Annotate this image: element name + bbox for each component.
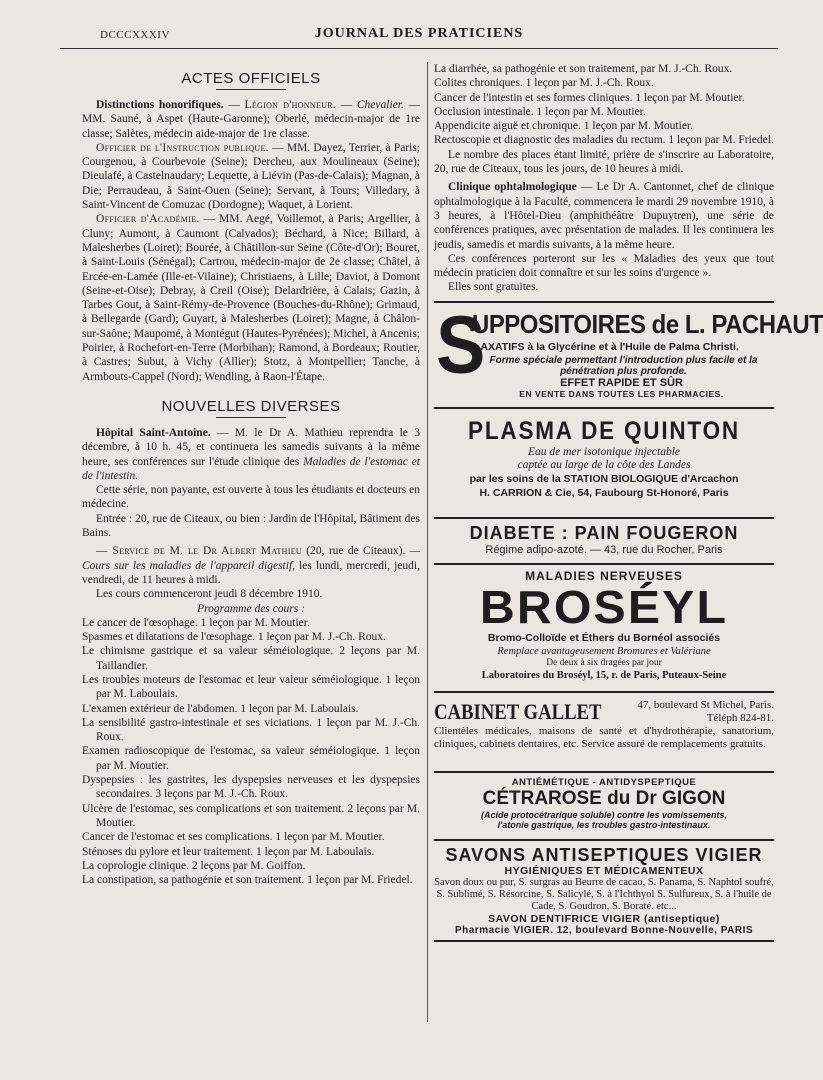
programme-list-continued bbox=[434, 62, 774, 148]
programme-item: Examen radioscopique de l'estomac, sa valeur séméiologique. 1 leçon par M. Moutier. bbox=[82, 745, 420, 772]
ad-broseyl bbox=[434, 563, 774, 691]
ad-plasma-line3: par les soins de la STATION BIOLOGIQUE d'Arcachon bbox=[469, 472, 739, 485]
title-rule bbox=[216, 89, 286, 90]
ad-gallet-content bbox=[434, 697, 774, 767]
programme-item: Rectoscopie et diagnostic des maladies du rectum. 1 leçon par M. Friedel. bbox=[434, 134, 774, 147]
ad-broseyl-title: BROSÉYL bbox=[479, 580, 729, 633]
serie-paragraph: Cette série, non payante, est ouverte à tous les étudiants et docteurs en médecine. bbox=[82, 484, 420, 511]
ad-plasma-line2: captée au large de la côte des Landes bbox=[517, 458, 691, 471]
ad-gallet-address-line1: 47, boulevard St Michel, Paris. bbox=[637, 698, 774, 711]
ad-diabete-sub: Régime adipo-azoté. — 43, rue du Rocher, Paris bbox=[485, 543, 723, 556]
programme-item: La sensibilité gastro-intestinale et ses viciations. 1 leçon par M. J.-Ch. Roux. bbox=[82, 716, 420, 744]
page-header bbox=[60, 24, 778, 49]
title-rule bbox=[216, 417, 286, 418]
programme-list bbox=[82, 616, 420, 888]
ad-supp-forme: Forme spéciale permettant l'introduction plus facile et la pénétration plus profonde. bbox=[489, 354, 758, 377]
programme-item: Appendicite aiguë et chronique. 1 leçon par M. Moutier. bbox=[434, 120, 693, 133]
programme-item: Dyspepsies : les gastrites, les dyspepsies nerveuses et les dyspepsies secondaires. 3 leçons par M. J.-Ch. Roux. bbox=[82, 774, 420, 801]
clinique-lead: Clinique ophtalmologique bbox=[448, 181, 577, 194]
programme-item: Le cancer de l'œsophage. 1 leçon par M. Moutier. bbox=[82, 616, 310, 629]
instruction-lead: Officier de l'Instruction publique. bbox=[96, 141, 269, 154]
distinctions-text: — MM. Sauné, à Aspet (Haute-Garonne); Oberlé, médecin-major de 1re classe; Salètes, médecin aide-major de 1re classe. bbox=[82, 99, 421, 140]
academie-paragraph bbox=[82, 212, 420, 384]
instruction-text: — MM. Dayez, Terrier, à Paris; Courgenou, à Courbevoie (Seine); Dercheu, aux Moulineaux (Seine); Dieulafé, à Castelnaudary; Lequette, à Liévin (Pas-de-Calais); Magnan, à Die; Perraudeau, à Saint-Ouen (Seine); Servant, à Tours; Villedary, à Saint-Vincent de Comuzac (Dordogne); Waquet, à Lorient. bbox=[82, 141, 420, 212]
clinique-paragraph bbox=[434, 180, 774, 251]
ad-savons-sub: HYGIÉNIQUES ET MÉDICAMENTEUX bbox=[504, 864, 704, 877]
ad-broseyl-line2: Remplace avantageusement Bromures et Valériane bbox=[497, 645, 711, 657]
ad-plasma-line1: Eau de mer isotonique injectable bbox=[527, 445, 681, 458]
ad-savons-body: Savon doux ou pur, S. surgras au Beurre de cacao, S. Panama, S. Naphtol soufré, S. Sublimé, S. Résorcine, S. Salicylé, S. à l'Ichthyol S. Sulfureux, S. à l'huile de Cade, S. Goudron, S. Boraté. etc... bbox=[434, 876, 774, 912]
conferences-paragraph: Ces conférences porteront sur les « Maladies des yeux que tout médecin praticien doit connaître et sur les soins d'urgence ». bbox=[434, 252, 774, 280]
ad-cetrarose-title: CÉTRAROSE du Dr GIGON bbox=[482, 787, 726, 809]
programme-item: Cancer de l'estomac et ses complications. 1 leçon par M. Moutier. bbox=[82, 831, 385, 844]
ad-supp-big-letter: S bbox=[436, 298, 486, 390]
hopital-text: — M. le Dr A. Mathieu reprendra le 3 décembre, à 10 h. 45, et continuera les samedis suivants à la même heure, ses conférences sur l'étude clinique des bbox=[82, 426, 421, 468]
ad-gallet-title: CABINET GALLET bbox=[434, 698, 602, 724]
programme-item: La constipation, sa pathogénie et son traitement. 1 leçon par M. Friedel. bbox=[82, 874, 413, 887]
gratuites-paragraph: Elles sont gratuites. bbox=[448, 281, 539, 294]
journal-title: JOURNAL DES PRATICIENS bbox=[314, 26, 524, 41]
distinctions-paragraph: Distinctions honorifiques. — Légion d'honneur. — Chevalier. — MM. Sauné, à Aspet (Haute-Garonne); Oberlé, médecin-major de 1re classe; Salètes, médecin aide-major de 1re classe. bbox=[82, 99, 421, 140]
ad-gallet-phone: Téléph 824-81. bbox=[706, 711, 774, 724]
cours-paragraph: Les cours commenceront jeudi 8 décembre 1910. bbox=[96, 588, 323, 601]
ad-savons-dentifrice: SAVON DENTIFRICE VIGIER (antiseptique) bbox=[488, 912, 720, 925]
ad-cetrarose-sub1: (Acide protocétrarique soluble) contre les vomissements, bbox=[480, 809, 728, 820]
ad-savons-pharmacie: Pharmacie VIGIER. 12, boulevard Bonne-Nouvelle, PARIS bbox=[454, 924, 754, 936]
ad-supp-title: UPPOSITOIRES de L. PACHAUT bbox=[472, 308, 823, 339]
programme-item: Colites chroniques. 1 leçon par M. J.-Ch. Roux. bbox=[434, 77, 654, 90]
places-paragraph: Le nombre des places étant limité, prière de s'inscrire au Laboratoire, 20, rue de Citeaux, tous les jours, de 10 heures à midi. bbox=[434, 148, 774, 176]
ad-broseyl-top: MALADIES NERVEUSES bbox=[525, 568, 683, 583]
ad-cetrarose bbox=[434, 771, 774, 839]
ad-diabete bbox=[434, 517, 774, 563]
chevalier-label: Chevalier. bbox=[356, 99, 404, 111]
entree-paragraph: Entrée : 20, rue de Citeaux, ou bien : Jardin de l'Hôpital, Bâtiment des Bains. bbox=[82, 512, 420, 540]
programme-item: Occlusion intestinale. 1 leçon par M. Moutier. bbox=[434, 105, 646, 118]
programme-item: Le chimisme gastrique et sa valeur séméiologique. 2 leçons par M. Taillandier. bbox=[82, 645, 420, 672]
programme-item: Sténoses du pylore et leur traitement. 1 leçon par M. Laboulais. bbox=[82, 845, 375, 858]
ad-plasma-line4: H. CARRION & Cie, 54, Faubourg St-Honoré, Paris bbox=[479, 486, 729, 499]
service-text: les lundi, mercredi, jeudi, vendredi, de 11 heures à midi. bbox=[82, 559, 420, 586]
hopital-lead: Hôpital Saint-Antoine. bbox=[96, 426, 211, 439]
ad-cetrarose-sub2: l'atonie gastrique, les troubles gastro-intestinaux. bbox=[497, 819, 711, 830]
ad-cetrarose-top: ANTIÉMÉTIQUE - ANTIDYSPEPTIQUE bbox=[511, 776, 697, 788]
programme-item: Les troubles moteurs de l'estomac et leur valeur séméiologique. 1 leçon par M. Laboulais. bbox=[82, 673, 420, 701]
ad-broseyl-line3: De deux à six dragées par jour bbox=[546, 657, 662, 668]
ad-savons bbox=[434, 839, 774, 942]
ad-broseyl-line4: Laboratoires du Broséyl, 15, r. de Paris, Puteaux-Seine bbox=[481, 669, 727, 681]
ad-savons-title: SAVONS ANTISEPTIQUES VIGIER bbox=[445, 844, 763, 865]
ad-supp-laxatifs: LAXATIFS à la Glycérine et à l'Huile de Palma Christi. bbox=[474, 340, 739, 353]
programme-item: Spasmes et dilatations de l'œsophage. 1 leçon par M. J.-Ch. Roux. bbox=[82, 631, 386, 644]
column-divider bbox=[427, 62, 428, 1022]
ad-plasma bbox=[434, 407, 774, 517]
programme-item: La coprologie clinique. 2 leçons par M. Goiffon. bbox=[82, 859, 306, 872]
ad-broseyl-line1: Bromo-Colloïde et Éthers du Bornéol associés bbox=[487, 631, 721, 644]
page-number: DCCCXXXIV bbox=[100, 29, 170, 41]
ad-diabete-title: DIABETE : PAIN FOUGERON bbox=[469, 522, 739, 543]
academie-lead: Officier d'Académie. bbox=[96, 213, 200, 226]
left-column bbox=[82, 62, 420, 1062]
service-italic: — Cours sur les maladies de l'appareil digestif, bbox=[82, 545, 421, 572]
programme-title: Programme des cours : bbox=[197, 602, 305, 615]
academie-text: — MM. Aegé, Voillemot, à Paris; Argellier, à Cluny; Aumont, à Caumont (Calvados); Béchard, à Nice; Billard, à Malesherbes (Loiret); Bourée, à Châtillon-sur Seine (Côte-d'Or); Bouret, à Saint-Louis (Sénégal); Cartrou, médecin-major de 2e classe; Châtel, à Ercée-en-Lamée (Ille-et-Vilaine); Christiaens, à Lille; Daviot, à Domont (Seine-et-Oise); Debray, à Creil (Oise); Delardrière, à Calais; Gazin, à Tarbes Gout, à Saint-Rémy-de-Provence (Bouches-du-Rhône); Grimaud, à Bellegarde (Gard); Guyart, à Malesherbes (Loiret); Magne, à Châlon-sur-Saône; Maupomé, à Montégut (Hautes-Pyrénées); Michel, à Ancenis; Poirier, à Rochefort-en-Terre (Morbihan); Ramond, à Bordeaux; Routier, à Castres; Subut, à Vichy (Allier); Stotz, à Montpellier; Tanche, à Armbouts-Cappel (Nord); Wendling, à Raon-l'Étape. bbox=[82, 213, 421, 383]
programme-item: La diarrhée, sa pathogénie et son traitement, par M. J.-Ch. Roux. bbox=[434, 63, 733, 75]
right-column bbox=[434, 62, 823, 1062]
ad-suppositoires bbox=[434, 298, 823, 407]
ad-gallet-body: Clientèles médicales, maisons de santé et d'hydrothérapie, sanatorium, cliniques, cabinets dentaires, etc. Service assuré de remplacements gratuits. bbox=[434, 724, 774, 750]
hopital-italic: Maladies de l'estomac et de l'intestin. bbox=[82, 455, 421, 482]
programme-item: L'examen extérieur de l'abdomen. 1 leçon par M. Laboulais. bbox=[82, 702, 359, 715]
legion-label: Légion d'honneur. bbox=[244, 99, 337, 111]
programme-item: Cancer de l'intestin et ses formes cliniques. 1 leçon par M. Moutier. bbox=[434, 91, 745, 104]
programme-item: Ulcère de l'estomac, ses complications et son traitement. 2 leçons par M. Moutier. bbox=[82, 802, 420, 829]
clinique-text: — Le Dr A. Cantonnet, chef de clinique ophtalmologique à la Faculté, commencera le mardi 29 novembre 1910, à 3 heures, à l'Hôtel-Dieu (amphithéâtre Dupuytren), une série de conférences pratiques, avec présentation de malades. Il les continuera les jeudis, samedis et mardis suivants, à la même heure. bbox=[434, 181, 775, 251]
service-address: (20, rue de Citeaux). bbox=[306, 545, 406, 558]
actes-officiels-title: ACTES OFFICIELS bbox=[181, 70, 321, 87]
ad-plasma-title: PLASMA DE QUINTON bbox=[468, 416, 740, 445]
nouvelles-diverses-title: NOUVELLES DIVERSES bbox=[161, 397, 341, 415]
hopital-paragraph bbox=[82, 426, 420, 483]
ad-gallet-address bbox=[624, 699, 774, 725]
service-paragraph bbox=[82, 544, 420, 587]
ad-supp-vente: EN VENTE DANS TOUTES LES PHARMACIES. bbox=[519, 388, 724, 399]
ad-gallet bbox=[434, 691, 774, 771]
ad-supp-effet: EFFET RAPIDE ET SÛR bbox=[560, 376, 683, 389]
service-lead: — Service de M. le Dr Albert Mathieu bbox=[96, 545, 302, 558]
distinctions-lead: Distinctions honorifiques. bbox=[96, 99, 224, 111]
instruction-paragraph bbox=[82, 141, 420, 212]
